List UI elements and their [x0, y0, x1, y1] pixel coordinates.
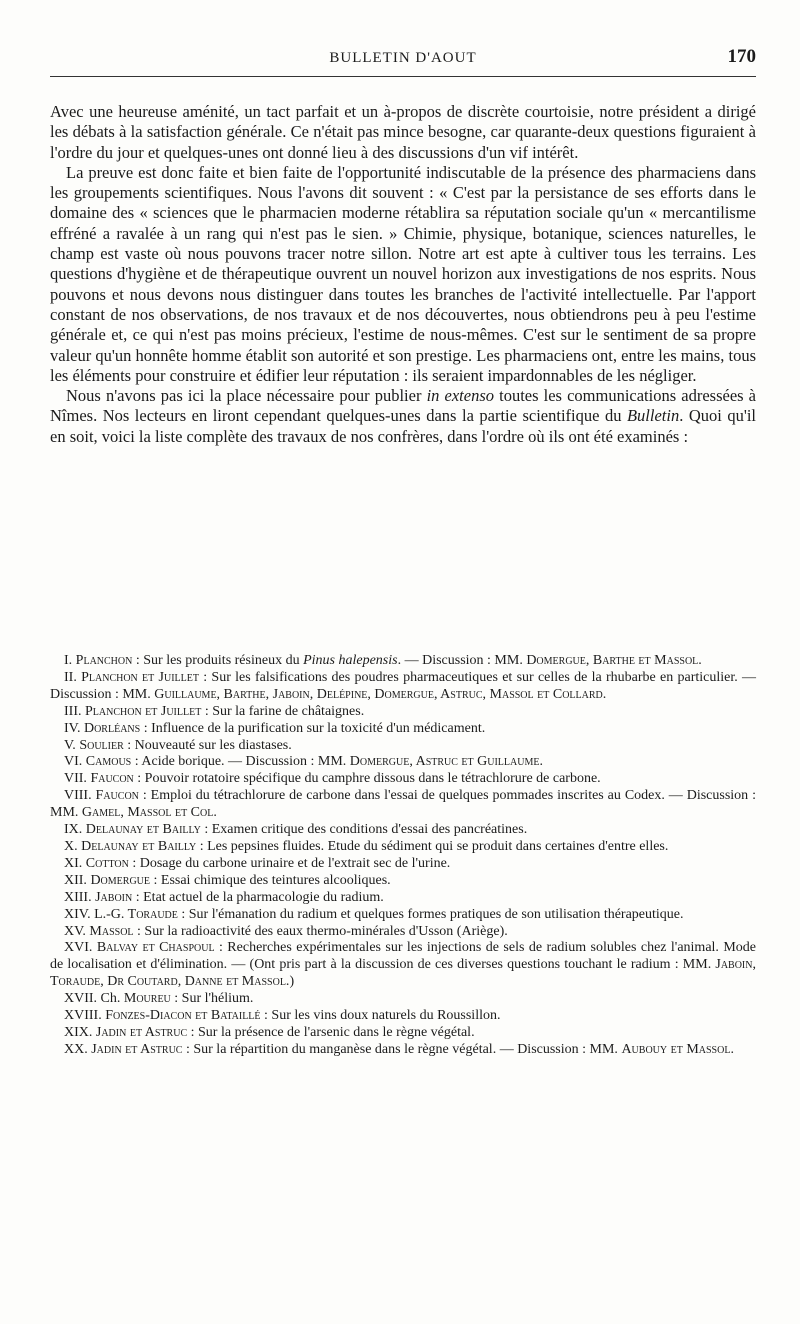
list-item [50, 1008, 756, 1025]
item-author: Camous [85, 754, 132, 770]
item-text: . — Discussion : MM. [397, 653, 527, 668]
item-number: X. [64, 838, 78, 854]
list-item [50, 738, 756, 755]
item-author: Balvay et Chaspoul [96, 940, 215, 956]
header-rule [50, 76, 756, 77]
list-item [50, 890, 756, 907]
list-item [50, 991, 756, 1008]
item-author: Dorléans [83, 720, 141, 736]
list-item [50, 653, 756, 670]
item-author: L.-G. Toraude [94, 906, 178, 922]
item-text: : Acide borique. — Discussion : MM. [131, 754, 350, 770]
list-item [50, 704, 756, 721]
item-number: XVIII. [64, 1008, 102, 1024]
item-text: : Pouvoir rotatoire spécifique du camphre dissous dans le tétrachlorure de carbone. [133, 771, 601, 787]
item-author: Planchon [75, 653, 133, 668]
item-number: IX. [64, 822, 83, 838]
item-text: : Nouveauté sur les diastases. [123, 737, 292, 753]
item-text: : Sur les falsifications des poudres pharmaceutiques et sur celles de la rhubarbe en particulier. — Discussion : MM. [50, 669, 757, 702]
item-number: XII. [64, 872, 87, 888]
item-text: : Sur la répartition du manganèse dans le règne végétal. — Discussion : MM. [182, 1041, 622, 1057]
item-discussants: Gamel, Massol et Col. [81, 805, 217, 821]
item-text: : Sur les vins doux naturels du Roussillon. [260, 1008, 501, 1024]
item-text: : Les pepsines fluides. Etude du sédiment qui se produit dans certaines d'entre elles. [196, 838, 669, 854]
item-text: Ch. [97, 991, 124, 1007]
item-text: : Examen critique des conditions d'essai des pancréatines. [200, 822, 528, 838]
item-author: Jaboin [95, 889, 133, 905]
item-author: Cotton [85, 855, 129, 871]
item-author: Soulier [79, 737, 124, 753]
item-author: Delaunay et Bailly [85, 822, 201, 838]
item-number: XIII. [64, 889, 92, 905]
item-text: : Emploi du tétrachlorure de carbone dans l'essai de quelques pommades inscrites au Codex. — Discussion : MM. [50, 788, 757, 821]
item-author: Massol [89, 923, 134, 939]
item-author: Moureu [123, 991, 171, 1007]
list-item [50, 924, 756, 941]
item-number: XIV. [64, 906, 91, 922]
list-item [50, 822, 756, 839]
paragraph-3 [50, 386, 756, 447]
list-item [50, 788, 756, 822]
item-number: IV. [64, 720, 81, 736]
item-text: : Essai chimique des teintures alcooliques. [150, 872, 391, 888]
item-number: XV. [64, 923, 86, 939]
item-author: Faucon [95, 788, 139, 804]
list-item [50, 754, 756, 771]
list-item [50, 670, 756, 704]
item-number: XIX. [64, 1024, 93, 1040]
item-number: III. [64, 703, 82, 719]
item-discussants: Aubouy et Massol. [621, 1041, 734, 1057]
item-number: II. [64, 669, 77, 685]
list-item [50, 771, 756, 788]
paragraph-3-part: toutes les communications adressées à Nîmes. Nos lecteurs en liront cependant quelques-unes dans la partie scientifique du [50, 386, 757, 426]
paragraph-2: La preuve est donc faite et bien faite de l'opportunité indiscutable de la présence des pharmaciens dans les groupements scientifiques. Nous l'avons dit souvent : « C'est par la persistance de ses efforts dans le domaine des « sciences que le pharmacien moderne rétablira sa réputation sociale qu'un « mercantilisme effréné a ravalée à un rang qui n'est pas le sien. » Chimie, physique, botanique, sciences naturelles, le champ est vaste où nous pouvons tracer notre sillon. Notre art est apte à cultiver tous les terrains. Les questions d'hygiène et de thérapeutique ouvrent un nouvel horizon aux investigations de nos esprits. Nous pouvons et nous devons nous distinguer dans toutes les branches de l'activité intellectuelle. Par l'apport constant de nos observations, de nos travaux et de nos découvertes, nous obtiendrons peu à peu l'estime générale et, ce qui n'est pas moins précieux, l'estime de nous-mêmes. C'est sur le sentiment de sa propre valeur qu'un honnête homme établit son autorité et son prestige. Les pharmaciens ont, entre les mains, tous les éléments pour construire et édifier leur réputation : ils seraient impardonnables de les négliger. [50, 162, 756, 385]
item-text: : Sur l'hélium. [170, 991, 254, 1007]
item-text: ) [289, 974, 295, 990]
item-number: VII. [64, 771, 87, 787]
item-text: : Etat actuel de la pharmacologie du radium. [132, 889, 384, 905]
body-text [50, 102, 756, 447]
item-text: : Sur la radioactivité des eaux thermo-minérales d'Usson (Ariège). [133, 923, 508, 939]
running-head: BULLETIN D'AOUT [329, 50, 477, 66]
list-item [50, 1025, 756, 1042]
item-italic: Pinus halepensis [303, 653, 398, 668]
item-number: I. [64, 653, 73, 668]
item-author: Faucon [90, 771, 134, 787]
item-number: V. [64, 737, 76, 753]
list-item [50, 721, 756, 738]
list-item [50, 907, 756, 924]
item-author: Planchon et Juillet [81, 669, 199, 685]
item-discussants: Domergue, Astruc et Guillaume. [349, 754, 543, 770]
item-number: VI. [64, 754, 83, 770]
item-author: Domergue [90, 872, 150, 888]
item-author: Delaunay et Bailly [81, 838, 197, 854]
list-item [50, 873, 756, 890]
item-author: Fonzes-Diacon et Bataillé [105, 1008, 261, 1024]
item-text: : Sur la présence de l'arsenic dans le règne végétal. [187, 1024, 475, 1040]
item-text: : Dosage du carbone urinaire et de l'extrait sec de l'urine. [128, 855, 451, 871]
list-item [50, 940, 756, 991]
item-number: XI. [64, 855, 83, 871]
communications-list [50, 653, 756, 1059]
item-author: Jadin et Astruc [91, 1041, 183, 1057]
item-discussants: Jaboin, Toraude, Dr Coutard, Danne et Massol. [50, 957, 756, 990]
page-number: 170 [727, 46, 756, 67]
paragraph-3-italic: Bulletin [626, 406, 680, 426]
item-text: : Sur l'émanation du radium et quelques formes pratiques de son utilisation thérapeutique. [177, 906, 684, 922]
item-number: XVI. [64, 940, 93, 956]
item-discussants: Domergue, Barthe et Massol. [526, 653, 702, 668]
item-number: VIII. [64, 788, 92, 804]
item-text: : Recherches expérimentales sur les injections de sels de radium solubles chez l'animal. Mode de localisation et d'élimination. — (Ont pris part à la discussion de ces diverses questions touchant le radium : MM. [50, 940, 757, 973]
paragraph-3-part: . Quoi qu'il en soit, voici la liste complète des travaux de nos confrères, dans l'ordre où ils ont été examinés : [50, 406, 756, 446]
list-item [50, 856, 756, 873]
item-text: : Influence de la purification sur la toxicité d'un médicament. [140, 720, 486, 736]
page-header [50, 46, 756, 78]
item-number: XX. [64, 1041, 88, 1057]
item-number: XVII. [64, 991, 98, 1007]
item-author: Planchon et Juillet [85, 703, 202, 719]
item-discussants: Guillaume, Barthe, Jaboin, Delépine, Domergue, Astruc, Massol et Collard. [154, 686, 607, 702]
paragraph-1: Avec une heureuse aménité, un tact parfait et un à-propos de discrète courtoisie, notre président a dirigé les débats à la satisfaction générale. Ce n'était pas mince besogne, car quarante-deux questions figuraient à l'ordre du jour et quelques-unes ont donné lieu à des discussions d'un vif intérêt. [50, 102, 756, 162]
item-text: : Sur les produits résineux du [132, 653, 304, 668]
item-text: : Sur la farine de châtaignes. [201, 703, 365, 719]
item-author: Jadin et Astruc [95, 1024, 188, 1040]
list-item [50, 839, 756, 856]
list-item [50, 1042, 756, 1059]
paragraph-3-part: Nous n'avons pas ici la place nécessaire pour publier [66, 386, 427, 406]
paragraph-3-italic: in extenso [426, 386, 494, 406]
